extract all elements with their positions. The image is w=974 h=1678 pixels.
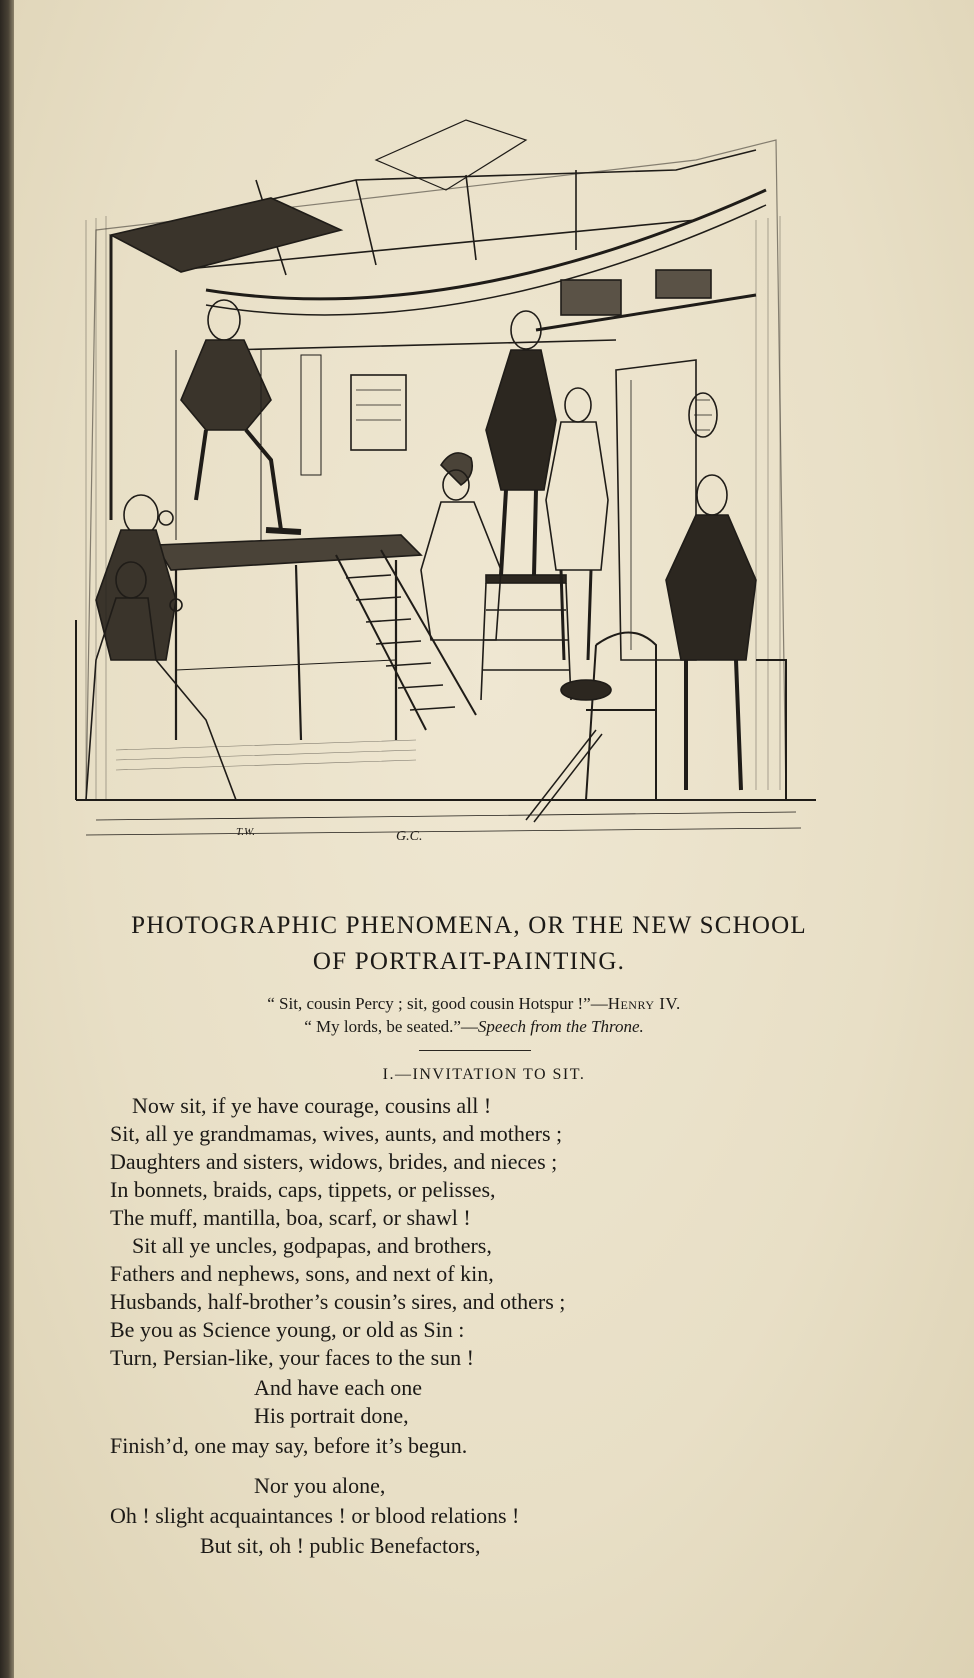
- verse-line: Sit all ye uncles, godpapas, and brothers,: [132, 1233, 492, 1258]
- epigraph-source-1: Henry IV.: [607, 994, 681, 1013]
- engraving-illustration: [56, 100, 836, 895]
- artist-signature-center: G.C.: [396, 829, 423, 844]
- engraver-signature-left: T.W.: [236, 826, 255, 838]
- divider-rule: [419, 1050, 531, 1051]
- epigraph-source-2: Speech from the Throne.: [477, 1017, 644, 1036]
- book-binding-edge: [0, 0, 14, 1678]
- verse-line: Sit, all ye grandmamas, wives, aunts, and mothers ;: [110, 1121, 563, 1146]
- verse-line: Be you as Science young, or old as Sin :: [110, 1317, 465, 1342]
- verse-line: The muff, mantilla, boa, scarf, or shawl !: [110, 1205, 471, 1230]
- epigraph-quote-1: “ Sit, cousin Percy ; sit, good cousin Hotspur !”—: [267, 994, 608, 1013]
- epigraph-line-2: [164, 1015, 784, 1038]
- verse-line: Finish’d, one may say, before it’s begun.: [110, 1433, 468, 1458]
- book-page: [14, 0, 974, 1678]
- title-line-1: PHOTOGRAPHIC PHENOMENA, OR THE NEW SCHOOL: [131, 912, 807, 939]
- verse-line: Nor you alone,: [254, 1473, 386, 1498]
- epigraph-line-1: [164, 992, 784, 1015]
- section-heading: I.—INVITATION TO SIT.: [382, 1066, 586, 1083]
- verse-line: And have each one: [254, 1375, 422, 1400]
- title-line-2: OF PORTRAIT-PAINTING.: [312, 948, 626, 975]
- verse-line: Daughters and sisters, widows, brides, and nieces ;: [110, 1149, 558, 1174]
- epigraph-quote-2: “ My lords, be seated.”—: [304, 1017, 478, 1036]
- verse-line: Turn, Persian-like, your faces to the sun !: [110, 1345, 474, 1370]
- verse-line: Oh ! slight acquaintances ! or blood relations !: [110, 1503, 520, 1528]
- verse-line: In bonnets, braids, caps, tippets, or pelisses,: [110, 1177, 496, 1202]
- verse-line: Fathers and nephews, sons, and next of kin,: [110, 1261, 494, 1286]
- verse-line: Husbands, half-brother’s cousin’s sires, and others ;: [110, 1289, 566, 1314]
- verse-line: Now sit, if ye have courage, cousins all !: [132, 1093, 492, 1118]
- photography-studio-engraving: [56, 100, 836, 895]
- verse-line: His portrait done,: [254, 1403, 409, 1428]
- verse-line: But sit, oh ! public Benefactors,: [200, 1533, 481, 1558]
